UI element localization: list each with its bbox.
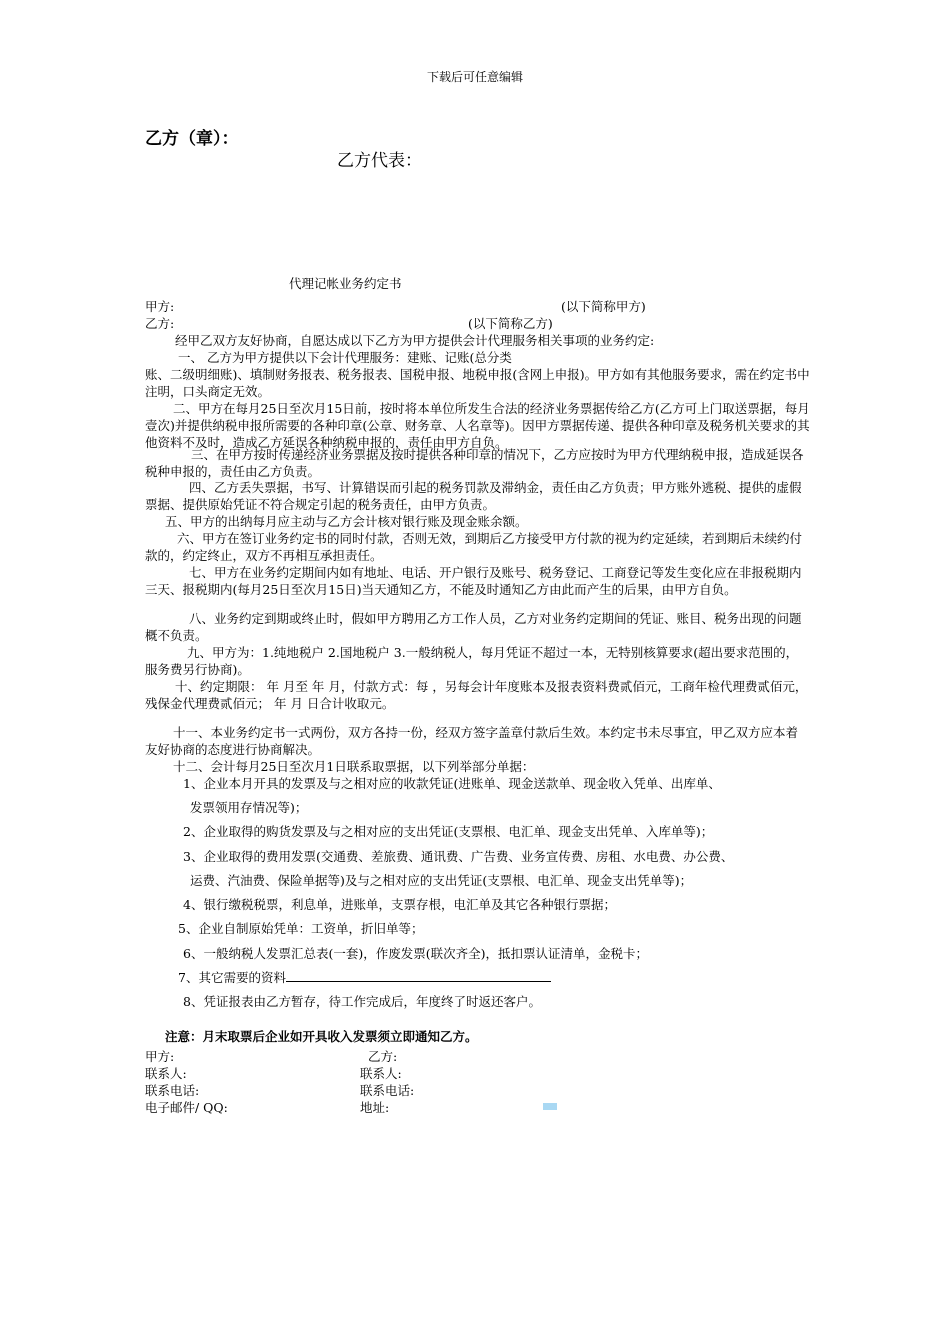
party-a-label: 甲方:	[145, 299, 175, 314]
party-b-seal-label: 乙方（章）：	[145, 129, 239, 149]
clause-3: 三、在甲方按时传递经济业务票据及按时提供各种印章的情况下，乙方应按时为甲方代理纳税申报，造成延误各税种申报的，责任由乙方负责。	[145, 447, 804, 479]
contact-party-a: 甲方:	[145, 1049, 175, 1064]
list-item: 1、企业本月开具的发票及与之相对应的收款凭证(进账单、现金送款单、现金收入凭单、出库单、	[183, 776, 721, 791]
contact-email-qq-a: 电子邮件/ QQ:	[145, 1100, 228, 1115]
clause-11: 十一、本业务约定书一式两份，双方各持一份，经双方签字盖章付款后生效。本约定书未尽事宜，甲乙双方应本着友好协商的态度进行协商解决。	[145, 725, 799, 757]
contact-address-b: 地址:	[360, 1100, 390, 1115]
clause-9: 九、甲方为：1.纯地税户 2.国地税户 3.一般纳税人，每月凭证不超过一本，无特别核算要求(超出要求范围的，服务费另行协商)。	[145, 645, 799, 677]
page-header-note: 下载后可任意编辑	[426, 70, 523, 84]
clause-10: 十、约定期限： 年 月至 年 月，付款方式：每 ，另每会计年度账本及报表资料费贰佰元，工商年检代理费贰佰元，残保金代理费贰佰元； 年 月 日合计收取元。	[145, 679, 808, 711]
notice-text: 注意：月末取票后企业如开具收入发票须立即通知乙方。	[165, 1029, 478, 1044]
intro-paragraph: 经甲乙双方友好协商，自愿达成以下乙方为甲方提供会计代理服务相关事项的业务约定:	[175, 333, 655, 348]
clause-2: 二、甲方在每月25日至次月15日前，按时将本单位所发生合法的经济业务票据传给乙方(乙方可上门取送票据，每月壹次)并提供纳税申报所需要的各种印章(公章、财务章、人名章等)。因甲方票据传递、提供各种印章及税务机关要求的其他资料不及时，造成乙方延误各种纳税申报的，责任由甲方自负。	[145, 401, 810, 450]
list-item: 2、企业取得的购货发票及与之相对应的支出凭证(支票根、电汇单、现金支出凭单、入库单等)；	[183, 824, 714, 839]
party-b-label: 乙方:	[145, 316, 175, 331]
list-item: 3、企业取得的费用发票(交通费、差旅费、通讯费、广告费、业务宣传费、房租、水电费、办公费、	[183, 849, 734, 864]
contact-person-a: 联系人:	[145, 1066, 187, 1081]
list-item: 8、凭证报表由乙方暂存，待工作完成后，年度终了时返还客户。	[183, 994, 541, 1009]
clause-7: 七、甲方在业务约定期间内如有地址、电话、开户银行及账号、税务登记、工商登记等发生变化应在非报税期内三天、报税期内(每月25日至次月15日)当天通知乙方，不能及时通知乙方由此而产生的后果，由甲方自负。	[145, 565, 802, 597]
highlight-mark	[543, 1103, 557, 1110]
contact-phone-b: 联系电话:	[360, 1083, 415, 1098]
party-b-representative-label: 乙方代表：	[337, 151, 422, 171]
clause-8: 八、业务约定到期或终止时，假如甲方聘用乙方工作人员，乙方对业务约定期间的凭证、账目、税务出现的问题概不负责。	[145, 611, 802, 643]
clause-1-line-1: 一、 乙方为甲方提供以下会计代理服务：建账、记账(总分类	[178, 350, 512, 365]
clause-12: 十二、会计每月25日至次月1日联系取票据，以下列举部分单据：	[173, 759, 535, 774]
list-item: 4、银行缴税税票，利息单，进账单，支票存根，电汇单及其它各种银行票据；	[183, 897, 616, 912]
list-item: 运费、汽油费、保险单据等)及与之相对应的支出凭证(支票根、电汇单、现金支出凭单等)；	[190, 873, 693, 888]
clause-4: 四、乙方丢失票据，书写、计算错误而引起的税务罚款及滞纳金，责任由乙方负责；甲方账外逃税、提供的虚假票据、提供原始凭证不符合规定引起的税务责任，由甲方负责。	[145, 480, 802, 512]
list-item-other-materials	[178, 969, 551, 986]
party-a-suffix: (以下简称甲方)	[561, 299, 646, 314]
party-b-suffix: (以下简称乙方)	[468, 316, 553, 331]
clause-5: 五、甲方的出纳每月应主动与乙方会计核对银行账及现金账余额。	[165, 514, 528, 529]
fill-in-line	[286, 969, 551, 982]
contact-party-b: 乙方:	[368, 1049, 398, 1064]
document-title: 代理记帐业务约定书	[289, 276, 402, 291]
contact-phone-a: 联系电话:	[145, 1083, 200, 1098]
contact-person-b: 联系人:	[360, 1066, 402, 1081]
clause-1-line-2: 账、二级明细账)、填制财务报表、税务报表、国税申报、地税申报(含网上申报)。甲方如有其他服务要求，需在约定书中注明，口头商定无效。	[145, 367, 810, 399]
list-item: 6、一般纳税人发票汇总表(一套)，作废发票(联次齐全)，抵扣票认证清单，金税卡；	[183, 946, 648, 961]
clause-6: 六、甲方在签订业务约定书的同时付款，否则无效，到期后乙方接受甲方付款的视为约定延续，若到期后未续约付款的，约定终止，双方不再相互承担责任。	[145, 531, 803, 563]
list-item: 发票领用存情况等)；	[190, 800, 308, 815]
list-item: 5、企业自制原始凭单：工资单，折旧单等；	[178, 921, 424, 936]
list-item-label: 7、其它需要的资料	[178, 970, 286, 985]
